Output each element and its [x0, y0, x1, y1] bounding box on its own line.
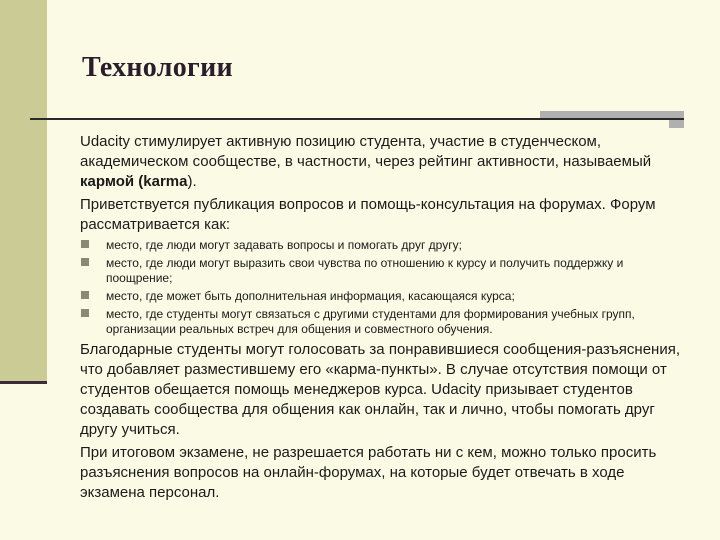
- slide-title: Технологии: [82, 52, 233, 83]
- paragraph-karma-text: Udacity стимулирует активную позицию студента, участие в студенческом, академическом сообществе, в частности, через рейтинг активности, называемый: [80, 133, 652, 170]
- list-item: [80, 256, 680, 286]
- list-item-text: место, где люди могут задавать вопросы и помогать друг другу;: [106, 238, 462, 252]
- title-divider: [30, 118, 684, 120]
- decorative-bar-side: [669, 120, 684, 128]
- list-item-text: место, где люди могут выразить свои чувства по отношению к курсу и получить поддержку и поощрение;: [106, 256, 624, 285]
- list-item: [80, 238, 680, 253]
- list-item-text: место, где студенты могут связаться с другими студентами для формирования учебных групп, организации реальных встреч для общения и совместного обучения.: [106, 307, 635, 336]
- forum-purpose-list: [80, 238, 680, 337]
- paragraph-karma: [80, 132, 680, 192]
- square-bullet-icon: [81, 291, 89, 299]
- square-bullet-icon: [81, 309, 89, 317]
- karma-term: кармой (karma: [80, 173, 188, 190]
- square-bullet-icon: [81, 258, 89, 266]
- decorative-bar-top: [540, 111, 684, 118]
- paragraph-voting: Благодарные студенты могут голосовать за понравившиеся сообщения-разъяснения, что добавляет разместившему его «карма-пункты». В случае отсутствия помощи от студентов обещается помощь менеджеров курса. Udacity призывает студентов создавать сообщества для общения как онлайн, так и лично, чтобы помогать друг другу учиться.: [80, 341, 680, 438]
- left-accent-tick: [0, 381, 47, 384]
- list-item-text: место, где может быть дополнительная информация, касающаяся курса;: [106, 289, 515, 303]
- list-item: [80, 307, 680, 337]
- left-accent-bar: [0, 0, 47, 383]
- list-item: [80, 289, 680, 304]
- square-bullet-icon: [81, 240, 89, 248]
- paragraph-forum: Приветствуется публикация вопросов и помощь-консультация на форумах. Форум рассматривается как:: [80, 196, 656, 233]
- slide-content: [80, 132, 680, 503]
- paragraph-karma-end: ).: [187, 173, 197, 190]
- paragraph-exam: При итоговом экзамене, не разрешается работать ни с кем, можно только просить разъяснения вопросов на онлайн-форумах, на которые будет отвечать в ходе экзамена персонал.: [80, 444, 657, 501]
